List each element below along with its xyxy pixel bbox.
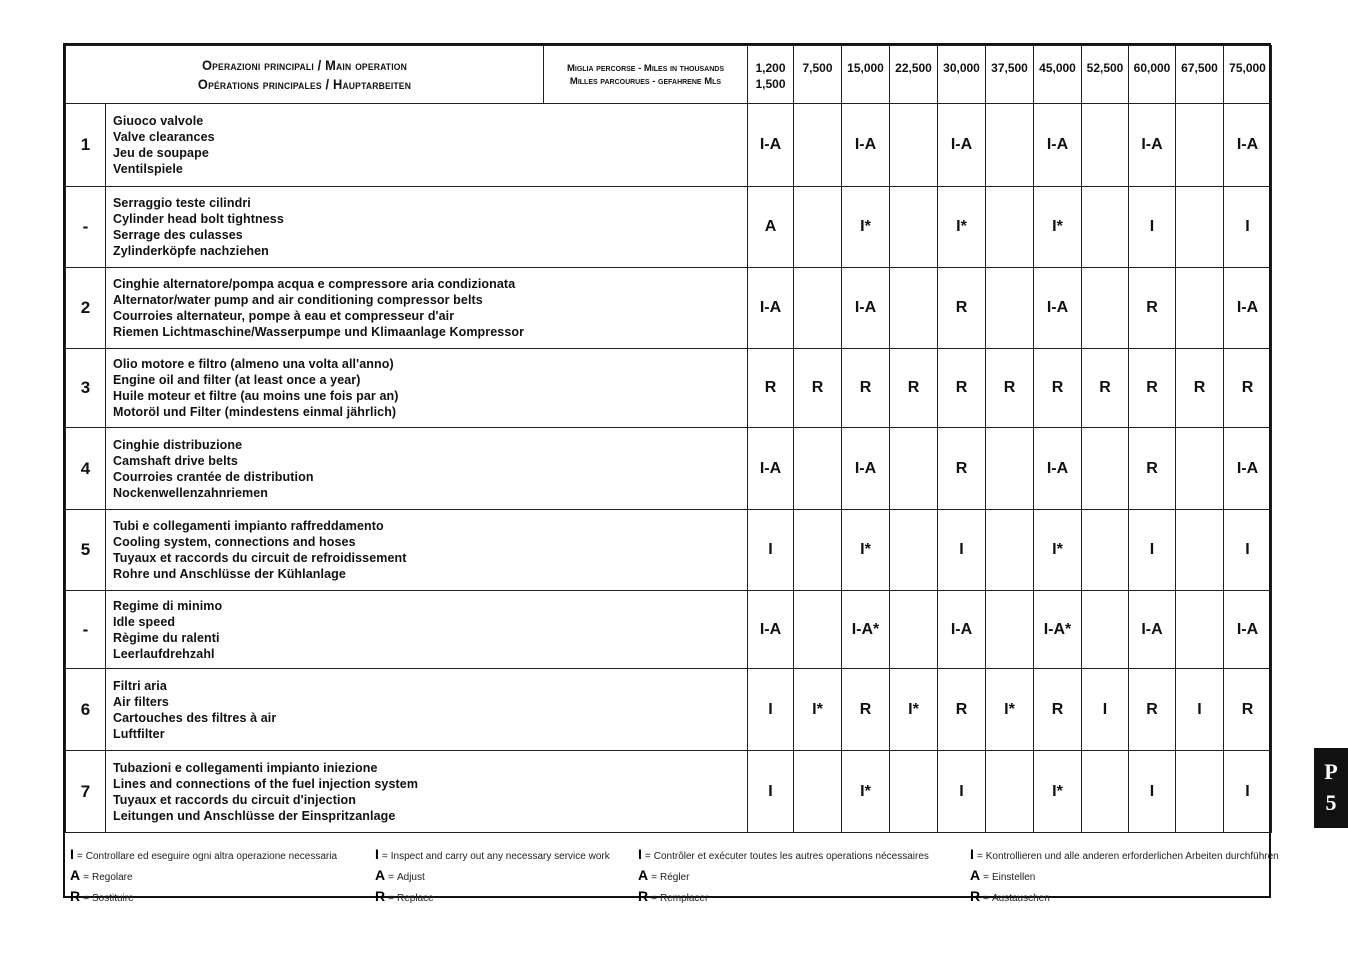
legend-equals: = [976, 851, 983, 862]
interval-value: I [748, 510, 794, 591]
table-row [66, 104, 1272, 187]
legend-text: Adjust [396, 872, 425, 883]
legend-text: Controllare ed eseguire ogni altra operazione necessaria [85, 851, 337, 862]
legend-letter: R [970, 888, 981, 904]
legend-equals: = [983, 893, 989, 904]
interval-value: R [748, 349, 794, 428]
operation-line: Ventilspiele [113, 162, 183, 176]
legend-letter: A [970, 867, 981, 883]
operation-line: Lines and connections of the fuel injection system [113, 776, 419, 791]
interval-value: I [748, 669, 794, 751]
legend [65, 845, 1279, 904]
operation-description [106, 349, 748, 428]
interval-value: I-A [1224, 591, 1272, 669]
interval-value: R [938, 669, 986, 751]
operation-line: Cinghie alternatore/pompa acqua e compressore aria condizionata [113, 277, 516, 291]
interval-value: I-A [1129, 104, 1176, 187]
legend-letter: I [375, 846, 379, 862]
interval-value: I-A [1224, 268, 1272, 349]
interval-value [890, 510, 938, 591]
interval-value: I* [1034, 187, 1082, 268]
interval-value: I-A [1034, 428, 1082, 510]
interval-value: R [1129, 669, 1176, 751]
legend-equals: = [651, 872, 657, 883]
interval-value: I-A* [1034, 591, 1082, 669]
interval-value: R [890, 349, 938, 428]
interval-top: 67,500 [1181, 61, 1218, 75]
legend-equals: = [381, 851, 388, 862]
legend-text: Inspect and carry out any necessary service work [390, 851, 610, 862]
interval-header [938, 46, 986, 104]
interval-value [890, 104, 938, 187]
interval-value [986, 510, 1034, 591]
operation-line: Tuyaux et raccords du circuit de refroidissement [113, 551, 407, 565]
legend-letter: A [375, 867, 386, 883]
operation-description [106, 428, 748, 510]
operation-line: Air filters [113, 694, 169, 709]
legend-entry [970, 845, 1279, 866]
interval-value: R [938, 428, 986, 510]
operation-number: 5 [66, 510, 106, 591]
interval-value [1082, 104, 1129, 187]
interval-value [890, 268, 938, 349]
maintenance-schedule-sheet [63, 43, 1279, 904]
operation-line: Regime di minimo [113, 598, 223, 613]
operation-line: Riemen Lichtmaschine/Wasserpumpe und Klimaanlage Kompressor [113, 325, 525, 339]
legend-entry [70, 845, 337, 866]
legend-equals: = [388, 893, 394, 904]
header-row [66, 46, 1272, 104]
operation-description [106, 751, 748, 833]
operation-number: 3 [66, 349, 106, 428]
operation-line: Rohre und Anschlüsse der Kühlanlage [113, 567, 346, 581]
operation-description [106, 187, 748, 268]
interval-value: I [1224, 510, 1272, 591]
legend-text: Regolare [91, 872, 133, 883]
legend-text: Remplacer [659, 893, 709, 904]
interval-value [1176, 268, 1224, 349]
interval-value [794, 510, 842, 591]
interval-value: I [1129, 510, 1176, 591]
legend-text: Austauschen [991, 893, 1050, 904]
operation-line: Tuyaux et raccords du circuit d'injection [113, 792, 357, 807]
interval-value [986, 428, 1034, 510]
operation-line: Jeu de soupape [113, 146, 209, 160]
interval-value [1082, 591, 1129, 669]
interval-value [986, 268, 1034, 349]
maintenance-table [65, 45, 1272, 833]
legend-letter: R [638, 888, 649, 904]
interval-value: I [938, 751, 986, 833]
interval-header [1034, 46, 1082, 104]
interval-top: 1,200 [755, 61, 786, 75]
operation-line: Serrage des culasses [113, 228, 243, 242]
legend-entry [970, 866, 1279, 887]
table-row [66, 751, 1272, 833]
operation-line: Huile moteur et filtre (au moins une fois par an) [113, 389, 399, 403]
table-row [66, 510, 1272, 591]
interval-value: I* [986, 669, 1034, 751]
operation-number: 2 [66, 268, 106, 349]
interval-bottom: 1,500 [755, 77, 786, 91]
interval-value: I* [890, 669, 938, 751]
operation-line: Valve clearances [113, 130, 215, 144]
legend-equals: = [644, 851, 651, 862]
legend-entry [638, 866, 929, 887]
interval-value [1176, 187, 1224, 268]
interval-value: I* [794, 669, 842, 751]
interval-value: I [748, 751, 794, 833]
table-row [66, 268, 1272, 349]
miles-line2: Milles parcourues - gefahrene Mls [569, 75, 722, 87]
interval-value [1082, 268, 1129, 349]
interval-value [1176, 751, 1224, 833]
legend-equals: = [983, 872, 989, 883]
interval-top: 60,000 [1133, 61, 1171, 75]
interval-value [890, 751, 938, 833]
header-title-line2: Opérations principales / Hauptarbeiten [197, 76, 412, 92]
interval-top: 30,000 [943, 61, 980, 75]
legend-entry [638, 845, 929, 866]
interval-value [986, 751, 1034, 833]
legend-column [970, 845, 1279, 908]
operation-line: Luftfilter [113, 726, 165, 741]
page-tab-number: 5 [1325, 790, 1337, 815]
legend-entry [70, 866, 337, 887]
legend-letter: I [70, 846, 74, 862]
operation-line: Courroies alternateur, pompe à eau et compresseur d'air [113, 309, 455, 323]
legend-text: Régler [659, 872, 690, 883]
legend-letter: A [70, 867, 81, 883]
interval-value [794, 187, 842, 268]
interval-value: I* [938, 187, 986, 268]
interval-value [890, 187, 938, 268]
legend-letter: R [375, 888, 386, 904]
interval-value [1176, 428, 1224, 510]
interval-value: R [794, 349, 842, 428]
operation-description [106, 591, 748, 669]
interval-value: R [1224, 669, 1272, 751]
operation-line: Idle speed [113, 614, 176, 629]
interval-value [986, 187, 1034, 268]
interval-header [1082, 46, 1129, 104]
interval-value [1176, 104, 1224, 187]
legend-equals: = [76, 851, 83, 862]
interval-value [1082, 751, 1129, 833]
operation-description [106, 104, 748, 187]
interval-value [1082, 510, 1129, 591]
interval-value: I-A [748, 268, 794, 349]
table-row [66, 187, 1272, 268]
legend-entry [375, 866, 610, 887]
interval-value: I-A [1034, 268, 1082, 349]
interval-value [794, 104, 842, 187]
table-row [66, 669, 1272, 751]
operation-number: - [66, 591, 106, 669]
interval-value [986, 591, 1034, 669]
interval-value: R [1129, 349, 1176, 428]
interval-value: I-A [748, 591, 794, 669]
operation-line: Tubazioni e collegamenti impianto iniezione [113, 760, 378, 775]
interval-value: I-A [938, 591, 986, 669]
interval-value: R [1082, 349, 1129, 428]
legend-entry [375, 845, 610, 866]
interval-top: 7,500 [802, 61, 833, 75]
legend-text: Sostituire [91, 893, 134, 904]
operation-description [106, 510, 748, 591]
interval-header [986, 46, 1034, 104]
interval-value: I-A [1224, 428, 1272, 510]
interval-value [890, 428, 938, 510]
interval-value: I-A [842, 268, 890, 349]
operation-number: 6 [66, 669, 106, 751]
interval-value: I-A [938, 104, 986, 187]
interval-value: I [1082, 669, 1129, 751]
legend-column [638, 845, 929, 908]
operation-line: Engine oil and filter (at least once a year) [113, 373, 361, 387]
operation-description [106, 268, 748, 349]
interval-value: R [938, 268, 986, 349]
interval-header [794, 46, 842, 104]
interval-top: 45,000 [1039, 61, 1076, 75]
operation-line: Filtri aria [113, 678, 167, 693]
operation-line: Cylinder head bolt tightness [113, 212, 284, 226]
interval-value: R [842, 349, 890, 428]
legend-letter: A [638, 867, 649, 883]
interval-value [1082, 428, 1129, 510]
interval-value: I [1129, 751, 1176, 833]
legend-entry [638, 887, 929, 908]
interval-value: R [1129, 268, 1176, 349]
interval-value: I [938, 510, 986, 591]
legend-text: Einstellen [991, 872, 1036, 883]
interval-top: 22,500 [895, 61, 932, 75]
operation-number: 7 [66, 751, 106, 833]
legend-letter: R [70, 888, 81, 904]
operation-line: Zylinderköpfe nachziehen [113, 244, 269, 258]
operation-description [106, 669, 748, 751]
interval-value: R [842, 669, 890, 751]
legend-letter: I [638, 846, 642, 862]
operation-line: Serraggio teste cilindri [113, 196, 251, 210]
page-tab-letter: P [1324, 759, 1338, 784]
operation-line: Alternator/water pump and air conditioning compressor belts [113, 293, 483, 307]
interval-value: R [1034, 349, 1082, 428]
legend-equals: = [83, 893, 89, 904]
interval-value: I [1176, 669, 1224, 751]
interval-value: I [1129, 187, 1176, 268]
interval-value: I-A [748, 104, 794, 187]
legend-column [70, 845, 337, 908]
operation-line: Courroies crantée de distribution [113, 469, 314, 484]
interval-value: I-A* [842, 591, 890, 669]
interval-value: I* [1034, 510, 1082, 591]
main-operation-header [66, 46, 544, 104]
interval-value [890, 591, 938, 669]
table-row [66, 349, 1272, 428]
interval-value: I* [842, 187, 890, 268]
operation-line: Camshaft drive belts [113, 453, 238, 468]
interval-value: I-A [842, 104, 890, 187]
operation-line: Nockenwellenzahnriemen [113, 485, 269, 500]
interval-value [794, 268, 842, 349]
operation-line: Cartouches des filtres à air [113, 710, 277, 725]
interval-value [1176, 510, 1224, 591]
interval-header [1129, 46, 1176, 104]
miles-header [544, 46, 748, 104]
interval-header [748, 46, 794, 104]
interval-value [794, 591, 842, 669]
interval-value: R [1129, 428, 1176, 510]
operation-line: Cooling system, connections and hoses [113, 535, 356, 549]
interval-value: I-A [1129, 591, 1176, 669]
interval-value: R [1034, 669, 1082, 751]
operation-line: Cinghie distribuzione [113, 437, 243, 452]
legend-text: Kontrollieren und alle anderen erforderlichen Arbeiten durchführen [985, 851, 1279, 862]
interval-value: I-A [1224, 104, 1272, 187]
operation-line: Motoröl und Filter (mindestens einmal jährlich) [113, 405, 397, 419]
interval-value [794, 751, 842, 833]
interval-value [1082, 187, 1129, 268]
miles-line1: Miglia percorse - Miles in thousands [566, 62, 725, 74]
interval-header [842, 46, 890, 104]
interval-value: R [938, 349, 986, 428]
interval-value: I* [1034, 751, 1082, 833]
interval-header [1224, 46, 1272, 104]
legend-column [375, 845, 610, 908]
legend-entry [70, 887, 337, 908]
interval-value [794, 428, 842, 510]
operation-number: 4 [66, 428, 106, 510]
legend-text: Replace [396, 893, 434, 904]
interval-value: I* [842, 751, 890, 833]
interval-top: 15,000 [847, 61, 884, 75]
interval-value: I-A [748, 428, 794, 510]
interval-value: R [1224, 349, 1272, 428]
operation-number: 1 [66, 104, 106, 187]
interval-value: R [986, 349, 1034, 428]
legend-equals: = [83, 872, 89, 883]
operation-line: Tubi e collegamenti impianto raffreddamento [113, 519, 384, 533]
legend-entry [970, 887, 1279, 908]
table-row [66, 591, 1272, 669]
operation-line: Leerlaufdrehzahl [113, 646, 215, 661]
page-tab [1314, 748, 1348, 828]
header-title-line1: Operazioni principali / Main operation [202, 57, 407, 73]
interval-top: 52,500 [1086, 61, 1124, 75]
legend-equals: = [651, 893, 657, 904]
legend-letter: I [970, 846, 974, 862]
operation-line: Giuoco valvole [113, 114, 204, 128]
interval-value: A [748, 187, 794, 268]
interval-value: R [1176, 349, 1224, 428]
interval-value [986, 104, 1034, 187]
interval-header [890, 46, 938, 104]
interval-value: I-A [1034, 104, 1082, 187]
operation-line: Leitungen und Anschlüsse der Einspritzanlage [113, 808, 396, 823]
interval-value: I [1224, 751, 1272, 833]
legend-equals: = [388, 872, 394, 883]
interval-value [1176, 591, 1224, 669]
interval-top: 75,000 [1229, 61, 1266, 75]
interval-header [1176, 46, 1224, 104]
operation-line: Olio motore e filtro (almeno una volta all'anno) [113, 357, 394, 371]
interval-value: I* [842, 510, 890, 591]
table-row [66, 428, 1272, 510]
operation-line: Règime du ralenti [113, 630, 220, 645]
legend-text: Contrôler et exécuter toutes les autres operations nécessaires [653, 851, 929, 862]
operation-number: - [66, 187, 106, 268]
interval-value: I [1224, 187, 1272, 268]
legend-entry [375, 887, 610, 908]
interval-top: 37,500 [991, 61, 1028, 75]
interval-value: I-A [842, 428, 890, 510]
